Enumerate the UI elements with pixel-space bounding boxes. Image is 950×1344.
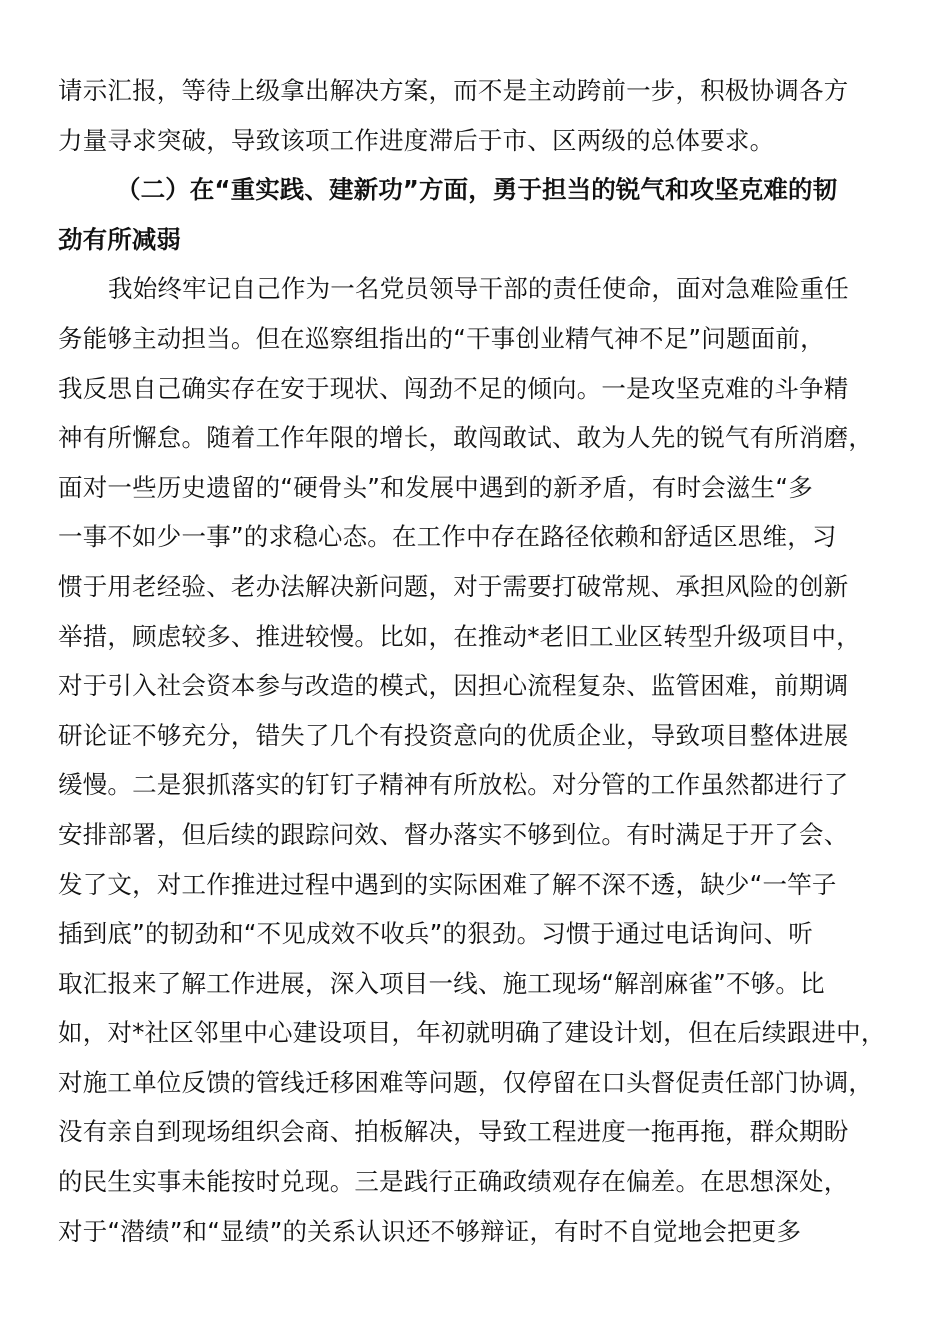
section-heading: （二）在“重实践、建新功”方面，勇于担当的锐气和攻坚克难的韧: [116, 175, 838, 205]
text-line: 的民生实事未能按时兑现。三是践行正确政绩观存在偏差。在思想深处，: [58, 1167, 849, 1197]
text-line: 力量寻求突破，导致该项工作进度滞后于市、区两级的总体要求。: [58, 125, 775, 155]
text-line: 对施工单位反馈的管线迁移困难等问题，仅停留在口头督促责任部门协调，: [58, 1067, 874, 1097]
text-line: 惯于用老经验、老办法解决新问题，对于需要打破常规、承担风险的创新: [58, 571, 849, 601]
text-line: 取汇报来了解工作进展，深入项目一线、施工现场“解剖麻雀”不够。比: [58, 968, 825, 998]
text-line: 发了文，对工作推进过程中遇到的实际困难了解不深不透，缺少“一竿子: [58, 869, 837, 899]
text-line: 务能够主动担当。但在巡察组指出的“干事创业精气神不足”问题面前，: [58, 323, 825, 353]
paragraph-first-line: 我始终牢记自己作为一名党员领导干部的责任使命，面对急难险重任: [108, 274, 849, 304]
text-line: 没有亲自到现场组织会商、拍板解决，导致工程进度一拖再拖，群众期盼: [58, 1117, 849, 1147]
text-line: 研论证不够充分，错失了几个有投资意向的优质企业，导致项目整体进展: [58, 720, 849, 750]
text-line: 对于引入社会资本参与改造的模式，因担心流程复杂、监管困难，前期调: [58, 671, 849, 701]
section-heading: 劲有所减弱: [58, 224, 181, 254]
text-line: 缓慢。二是狠抓落实的钉钉子精神有所放松。对分管的工作虽然都进行了: [58, 770, 849, 800]
text-line: 插到底”的韧劲和“不见成效不收兵”的狠劲。习惯于通过电话询问、听: [58, 919, 813, 949]
text-line: 安排部署，但后续的跟踪问效、督办落实不够到位。有时满足于开了会、: [58, 819, 849, 849]
text-line: 我反思自己确实存在安于现状、闯劲不足的倾向。一是攻坚克难的斗争精: [58, 373, 849, 403]
text-line: 如，对*社区邻里中心建设项目，年初就明确了建设计划，但在后续跟进中，: [58, 1018, 886, 1048]
text-line: 一事不如少一事”的求稳心态。在工作中存在路径依赖和舒适区思维，习: [58, 522, 837, 552]
text-line: 对于“潜绩”和“显绩”的关系认识还不够辩证，有时不自觉地会把更多: [58, 1216, 802, 1246]
text-line: 请示汇报，等待上级拿出解决方案，而不是主动跨前一步，积极协调各方: [58, 76, 849, 105]
text-line: 面对一些历史遗留的“硬骨头”和发展中遇到的新矛盾，有时会滋生“多: [58, 472, 813, 502]
document-body: [58, 66, 888, 1256]
text-line: 神有所懈怠。随着工作年限的增长，敢闯敢试、敢为人先的锐气有所消磨，: [58, 423, 874, 453]
text-line: 举措，顾虑较多、推进较慢。比如，在推动*老旧工业区转型升级项目中，: [58, 621, 861, 651]
